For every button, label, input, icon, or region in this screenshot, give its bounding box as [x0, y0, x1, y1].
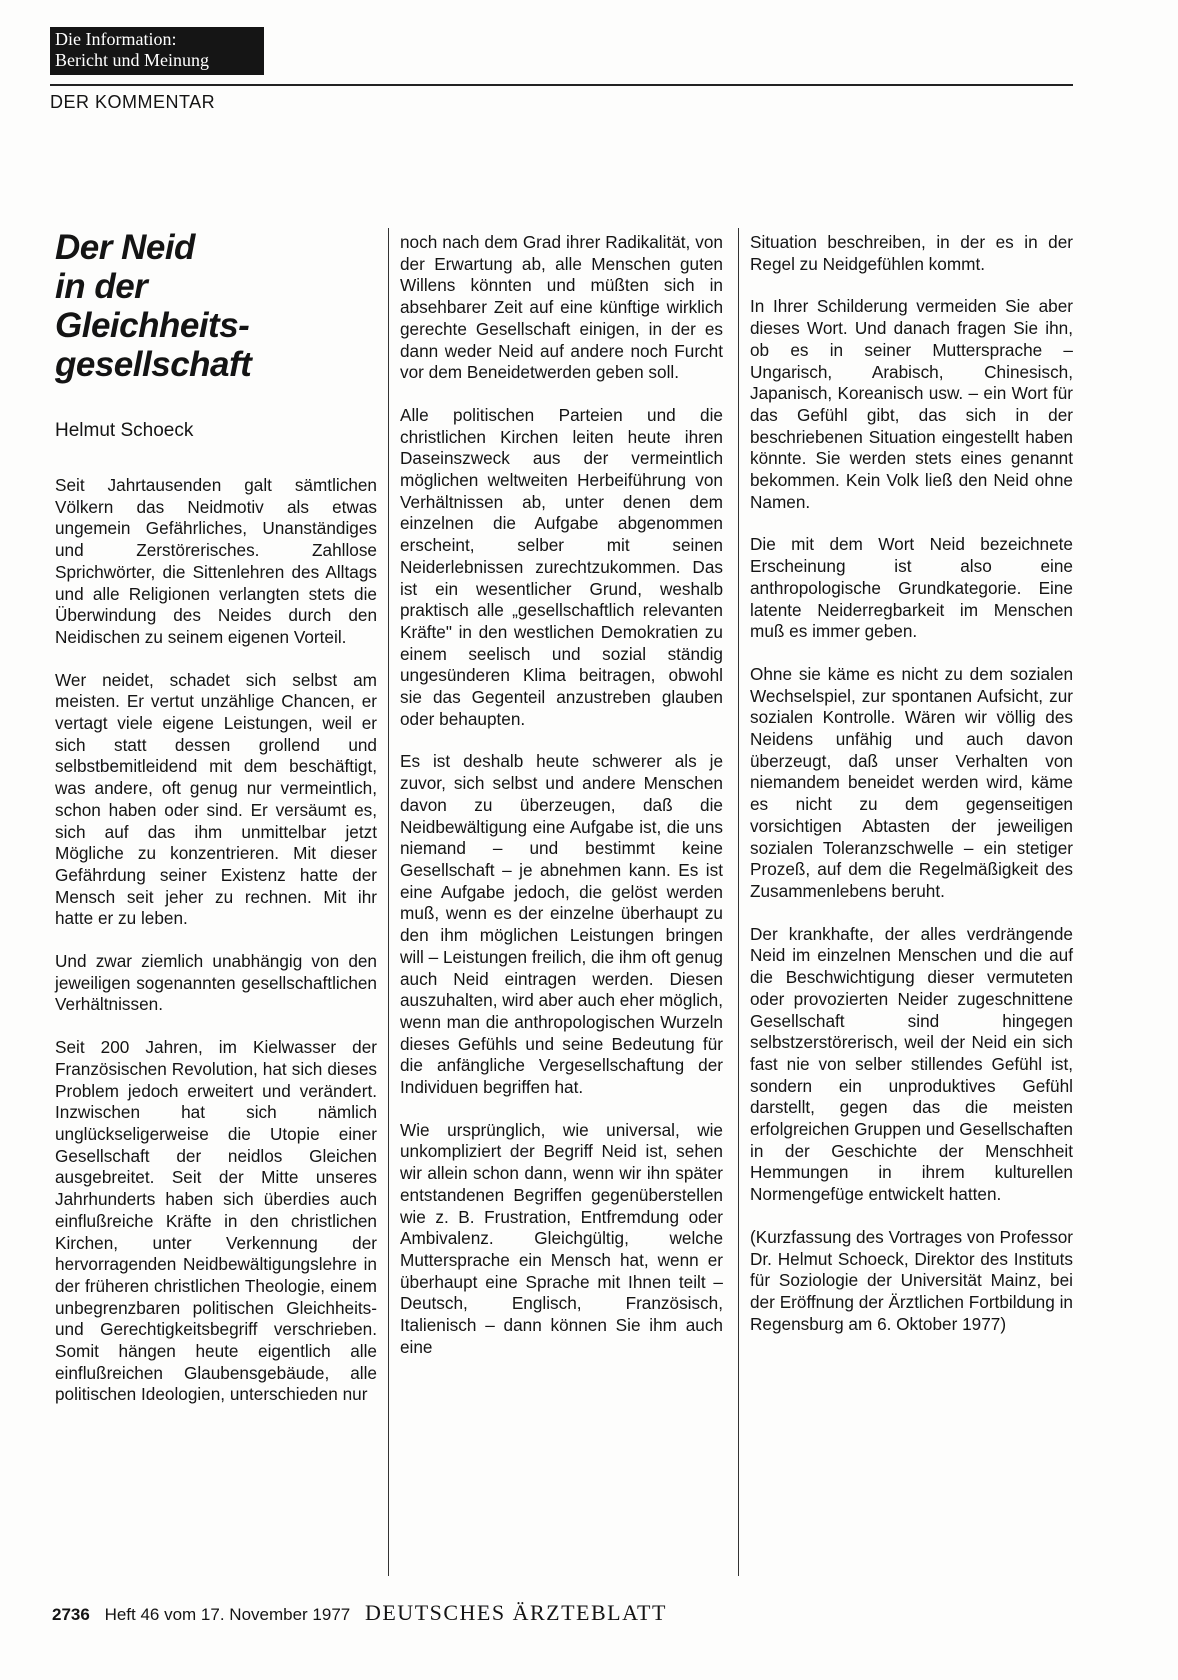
issue-info: Heft 46 vom 17. November 1977 — [104, 1605, 351, 1624]
article-author: Helmut Schoeck — [55, 420, 194, 441]
title-line: in der — [55, 267, 148, 306]
title-line: Der Neid — [55, 228, 195, 267]
section-kicker: DER KOMMENTAR — [50, 92, 216, 112]
paragraph: Wie ursprünglich, wie universal, wie unkompliziert der Begriff Neid ist, sehen wir allein schon dann, wenn wir ihn später entstandenen Begriffen gegenüberstellen wie z. B. Frustration, Entfremdung oder Ambivalenz. Gleichgültig, welche Muttersprache ein Mensch hat, wenn er überhaupt eine Sprache mit Ihnen teilt – Deutsch, Englisch, Französisch, Italienisch – dann können Sie ihm auch eine — [400, 1119, 723, 1357]
badge-line-1: Die Information: — [55, 29, 177, 49]
paragraph: Der krankhafte, der alles verdrängende Neid im einzelnen Menschen und die auf die Beschwichtigung dieser vermuteten oder provozierten Neider zugeschnittene Gesellschaft sind hingegen selbstzerstörerisch, weil der Neid ein sich fast nie von selber stillendes Gefühl ist, sondern ein unproduktives Gefühl darstellt, gegen das die meisten erfolgreichen Gruppen und Gesellschaften in der Geschichte der Menschheit Hemmungen in ihrem kulturellen Normengefüge entwickelt hatten. — [750, 923, 1073, 1205]
section-badge — [50, 27, 264, 75]
column-divider — [738, 228, 739, 1576]
paragraph: Und zwar ziemlich unabhängig von den jeweiligen sogenannten gesellschaftlichen Verhältnissen. — [55, 951, 377, 1015]
paragraph: Seit 200 Jahren, im Kielwasser der Französischen Revolution, hat sich dieses Problem jedoch erweitert und verändert. Inzwischen hat sich nämlich unglückseligerweise die Utopie einer Gesellschaft der neidlos Gleichen ausgebreitet. Seit der Mitte unseres Jahrhunderts haben sich überdies auch einflußreiche Kräfte in den christlichen Kirchen, unter Verkennung der hervorragenden Neidbewältigungslehre in der früheren christlichen Theologie, einem unbegrenzbaren politischen Gleichheits- und Gerechtigkeitsbegriff verschrieben. Somit hängen heute eigentlich alle einflußreichen Glaubensgebäude, alle politischen Ideologien, unterschieden nur — [55, 1037, 377, 1405]
paragraph: In Ihrer Schilderung vermeiden Sie aber dieses Wort. Und danach fragen Sie ihn, ob es in seiner Muttersprache – Ungarisch, Arabisch, Chinesisch, Japanisch, Koreanisch usw. – ein Wort für das Gefühl gibt, das sich in der beschriebenen Situation eingestellt haben könnte. Sie werden stets eines genannt bekommen. Kein Volk ließ den Neid ohne Namen. — [750, 296, 1073, 512]
column-1 — [55, 475, 377, 1427]
paragraph: Die mit dem Wort Neid bezeichnete Erscheinung ist also eine anthropologische Grundkategorie. Eine latente Neiderregbarkeit im Menschen muß es immer geben. — [750, 534, 1073, 642]
paragraph: Es ist deshalb heute schwerer als je zuvor, sich selbst und andere Menschen davon zu überzeugen, daß die Neidbewältigung eine Aufgabe ist, die uns niemand – und bestimmt keine Gesellschaft – je abnehmen kann. Es ist eine Aufgabe jedoch, die gelöst werden muß, wenn es der einzelne überhaupt zu den ihm möglichen Leistungen bringen will – Leistungen freilich, die ihm oft genug auch Neid eintragen werden. Diesen auszuhalten, wird aber auch eher möglich, wenn man die anthropologischen Wurzeln dieses Gefühls und seine Bedeutung für die anfängliche Vergesellschaftung der Individuen begriffen hat. — [400, 751, 723, 1098]
badge-line-2: Bericht und Meinung — [55, 50, 209, 70]
paragraph: Situation beschreiben, in der es in der Regel zu Neidgefühlen kommt. — [750, 232, 1073, 274]
title-line: gesellschaft — [55, 345, 252, 384]
paragraph: Ohne sie käme es nicht zu dem sozialen Wechselspiel, zur spontanen Aufsicht, zur sozialen Kontrolle. Wären wir völlig des Neidens unfähig und auch davon überzeugt, daß unser Verhalten von niemandem beneidet werden wird, käme es nicht zu dem gegenseitigen vorsichtigen Abtasten der jeweiligen sozialen Toleranzschwelle – ein stetiger Prozeß, auf dem die Regelmäßigkeit des Zusammenlebens beruht. — [750, 663, 1073, 901]
paragraph: noch nach dem Grad ihrer Radikalität, von der Erwartung ab, alle Menschen guten Willens könnten und müßten sich in absehbarer Zeit auf eine künftige wirklich gerechte Gesellschaft einigen, in der es dann weder Neid auf andere noch Furcht vor dem Beneidetwerden geben soll. — [400, 232, 723, 383]
page-number: 2736 — [52, 1605, 90, 1624]
column-divider — [388, 228, 389, 1576]
column-3 — [750, 232, 1073, 1356]
paragraph: Alle politischen Parteien und die christlichen Kirchen leiten heute ihren Daseinszweck aus der vermeintlich möglichen weltweiten Herbeiführung von Verhältnissen ab, unter denen dem einzelnen die Aufgabe abgenommen erscheint, selber mit seinen Neiderlebnissen zurechtzukommen. Das ist ein wesentlicher Grund, weshalb praktisch alle „gesellschaftlich relevanten Kräfte" in den westlichen Demokratien zu einem seelisch und sozial ständig ungesünderen Klima beitragen, obwohl sie das Gegenteil anzustreben glauben oder behaupten. — [400, 404, 723, 729]
header-rule — [50, 84, 1073, 86]
paragraph: Wer neidet, schadet sich selbst am meisten. Er vertut unzählige Chancen, er vertagt viele eigene Leistungen, weil er sich statt dessen grollend und selbstbemitleidend mit dem beschäftigt, was andere, oft genug nur vermeintlich, schon haben oder sind. Er versäumt es, sich auf das ihm unmittelbar jetzt Mögliche zu konzentrieren. Mit dieser Gefährdung seiner Existenz hatte der Mensch seit jeher zu rechnen. Mit ihr hatte er zu leben. — [55, 669, 377, 929]
journal-name: DEUTSCHES ÄRZTEBLATT — [364, 1600, 667, 1625]
paragraph: (Kurzfassung des Vortrages von Professor Dr. Helmut Schoeck, Direktor des Instituts für Soziologie der Universität Mainz, bei der Eröffnung der Ärztlichen Fortbildung in Regensburg am 6. Oktober 1977) — [750, 1226, 1073, 1334]
paragraph: Seit Jahrtausenden galt sämtlichen Völkern das Neidmotiv als etwas ungemein Gefährliches, Unanständiges und Zerstörerisches. Zahllose Sprichwörter, die Sittenlehren des Alltags und alle Religionen verlangten stets die Überwindung des Neides durch den Neidischen zu seinem eigenen Vorteil. — [55, 475, 377, 647]
title-line: Gleichheits- — [55, 306, 250, 345]
page-footer — [52, 1600, 667, 1626]
article-title — [55, 228, 355, 384]
column-2 — [400, 232, 723, 1379]
